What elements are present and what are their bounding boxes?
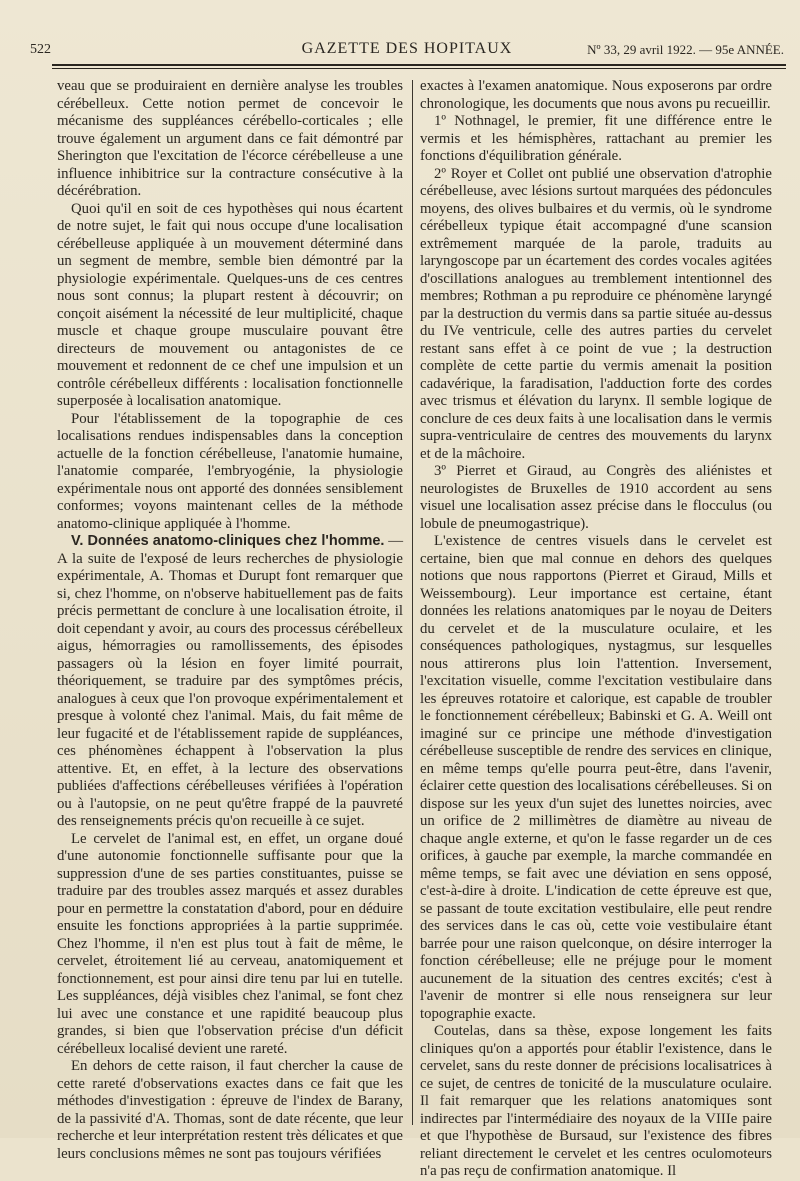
paragraph: veau que se produiraient en dernière analyse les troubles cérébelleux. Cette notion permet de concevoir le mécanisme des suppléances cérébello-corticales ; elle trouve également un argument dans ce fait démontré par Sherington que l'excitation de l'écorce cérébelleuse a une influence inhibitrice sur la contracture consécutive à la décérébration.: [57, 78, 403, 199]
paragraph: L'existence de centres visuels dans le cervelet est certaine, bien que mal connue en dehors des quelques notions que nous rapportons (Pierret et Giraud, Mills et Weissembourg). Leur importance est certaine, étant données les relations anatomiques par le noyau de Deiters du cervelet et de la musculature oculaire, et les conséquences pathologiques, nystagmus, sur lesquelles nous attirerons plus loin l'attention. Inversement, l'excitation visuelle, comme l'excitation vestibulaire dans les épreuves rotatoire et calorique, est capable de troubler le fonctionnement cérébelleux; Babinski et G. A. Weill ont imaginé sur ce principe une méthode d'investigation cérébelleuse susceptible de rendre des services en clinique, en même temps qu'elle pourra peut-être, dans l'avenir, éclairer cette question des localisations cérébelleuses. Si on dispose sur les yeux d'un sujet des lunettes noircies, avec un orifice de 2 millimètres de diamètre au niveau de chaque angle externe, et qu'on le fasse regarder un de ces orifices, à gauche par exemple, la marche commandée en même temps, se fait avec une déviation en sens opposé, c'est-à-dire à droite. L'indication de cette épreuve est que, se passant de toute excitation vestibulaire, elle peut rendre des services dans le cas où, cette voie vestibulaire étant barrée pour une raison quelconque, on désire interroger la fonction cérébelleuse; elle ne préjuge pour le moment aucunement de la situation des centres excités; c'est à l'avenir de montrer si elle nous renseignera sur leur topographie exacte.: [420, 533, 772, 1022]
paragraph: 2º Royer et Collet ont publié une observation d'atrophie cérébelleuse, avec lésions surtout marquées des pédoncules moyens, des olives bulbaires et du vermis, où le syndrome cérébelleux typique était accompagné d'une scansion extrêmement marquée de la parole, traduits au laryngoscope par un écartement des cordes vocales agitées d'oscillations analogues au tremblement intentionnel des membres; Rothman a pu reproduire ce phénomène laryngé par la destruction du vermis dans sa partie située au-dessus du IVe ventricule, celle des autres parties du cervelet restant sans effet à ce point de vue ; la destruction complète de cette partie du vermis amenait la position cadavérique, la faradisation, l'adduction forte des cordes avec trismus et élévation du larynx. Il semble logique de conclure de ces deux faits à une localisation dans le vermis supra-ventriculaire de centres des mouvements du larynx et de la mâchoire.: [420, 165, 772, 462]
header-rule-thick: [52, 64, 786, 66]
section-heading: V. Données anatomo-cliniques chez l'homme.: [71, 533, 385, 549]
right-column: [420, 78, 772, 1179]
paragraph: Coutelas, dans sa thèse, expose longement les faits cliniques qu'on a apportés pour établir l'existence, dans le cervelet, sans du reste donner de précisions localisatrices à ce sujet, de centres de tonicité de la musculature oculaire. Il fait remarquer que les relations anatomiques sont indirectes par l'intermédiaire des noyaux de la VIIIe paire et que l'hypothèse de Bursaud, sur l'existence des fibres reliant directement le cervelet et les centres oculomoteurs n'a pas reçu de confirmation anatomique. Il: [420, 1023, 772, 1179]
paragraph: 1º Nothnagel, le premier, fit une différence entre le vermis et les hémisphères, rattachant au premier les fonctions d'équilibration générale.: [420, 113, 772, 164]
section-v: [57, 533, 403, 831]
journal-title: GAZETTE DES HOPITAUX: [301, 40, 513, 57]
paragraph: Pour l'établissement de la topographie de ces localisations rendues indispensables dans la conception actuelle de la fonction cérébelleuse, l'anatomie humaine, l'anatomie comparée, l'embryogénie, la physiologie expérimentale nous ont apporté des données sensiblement conformes; voyons maintenant celles de la méthode anatomo-clinique appliquée à l'homme.: [57, 410, 403, 532]
column-divider: [412, 80, 413, 1125]
left-column: [57, 78, 404, 1162]
paragraph: 3º Pierret et Giraud, au Congrès des aliénistes et neurologistes de Bruxelles de 1910 accordent au sens visuel une localisation assez précise dans le flocculus (ou lobule de pneumogastrique).: [420, 463, 772, 532]
section-body: — A la suite de l'exposé de leurs recherches de physiologie expérimentale, A. Thomas et Durupt font remarquer que si, chez l'homme, on n'observe habituellement pas de faits précis permettant de conclure à une localisation étroite, il doit cependant y avoir, au cours des processus cérébelleux aigus, hémorragies ou ramollissements, des épisodes passagers où la lésion en foyer limité pourrait, théoriquement, se traduire par des symptômes précis, analogues à ceux que l'on provoque expérimentalement et presque à volonté chez l'animal. Mais, du fait même de leur fugacité et de l'établissement rapide de suppléances, ces phénomènes échappent à l'observation la plus attentive. Et, en effet, à la lecture des observations publiées d'affections cérébelleuses vérifiées à l'opération ou à l'autopsie, on ne peut qu'être frappé de la pauvreté des renseignements précis qu'on recueille à ce sujet.: [57, 533, 404, 829]
page-header: [30, 36, 784, 62]
paragraph: Quoi qu'il en soit de ces hypothèses qui nous écartent de notre sujet, le fait qui nous occupe d'une localisation cérébelleuse appliquée à un mouvement déterminé dans un segment de membre, semble bien démontré par la physiologie expérimentale. Quelques-uns de ces centres nous sont connus; la plupart restent à découvrir; on conçoit aisément la nécessité de leur multiplicité, chaque muscle et chaque groupe musculaire pouvant être directeurs de mouvement ou antagonistes de ce mouvement et redonnent de ce chef une impulsion et un contrôle cérébelleux différents : localisation fonctionnelle superposée à localisation anatomique.: [57, 200, 403, 409]
page-number: 522: [30, 42, 51, 57]
header-rule-thin: [52, 68, 786, 69]
paragraph: En dehors de cette raison, il faut chercher la cause de cette rareté d'observations exactes dans ce fait que les méthodes d'investigation : épreuve de l'index de Barany, de la passivité d'A. Thomas, sont de date récente, que leur recherche et leur interprétation restent très délicates et que leurs conclusions mêmes ne sont pas toujours vérifiées: [57, 1058, 403, 1162]
paragraph: exactes à l'examen anatomique. Nous exposerons par ordre chronologique, les documents que nous avons pu recueillir.: [420, 78, 772, 112]
paragraph: Le cervelet de l'animal est, en effet, un organe doué d'une autonomie fonctionnelle suffisante pour que la suppression d'une de ses parties constituantes, puisse se traduire par des troubles assez marqués et assez durables pour en permettre la constatation d'abord, pour en déduire ensuite les fonctions appropriées à la partie supprimée. Chez l'homme, il n'en est plus tout à fait de même, le cervelet, étroitement lié au cerveau, anatomiquement et fonctionnement, est pour ainsi dire tenu par lui en tutelle. Les suppléances, déjà visibles chez l'animal, se font chez lui avec une constance et une rapidité beaucoup plus grandes, si bien que l'observation précise d'un déficit cérébelleux localisé devient une rareté.: [57, 830, 403, 1057]
issue-info: Nº 33, 29 avril 1922. — 95e ANNÉE.: [587, 42, 784, 57]
